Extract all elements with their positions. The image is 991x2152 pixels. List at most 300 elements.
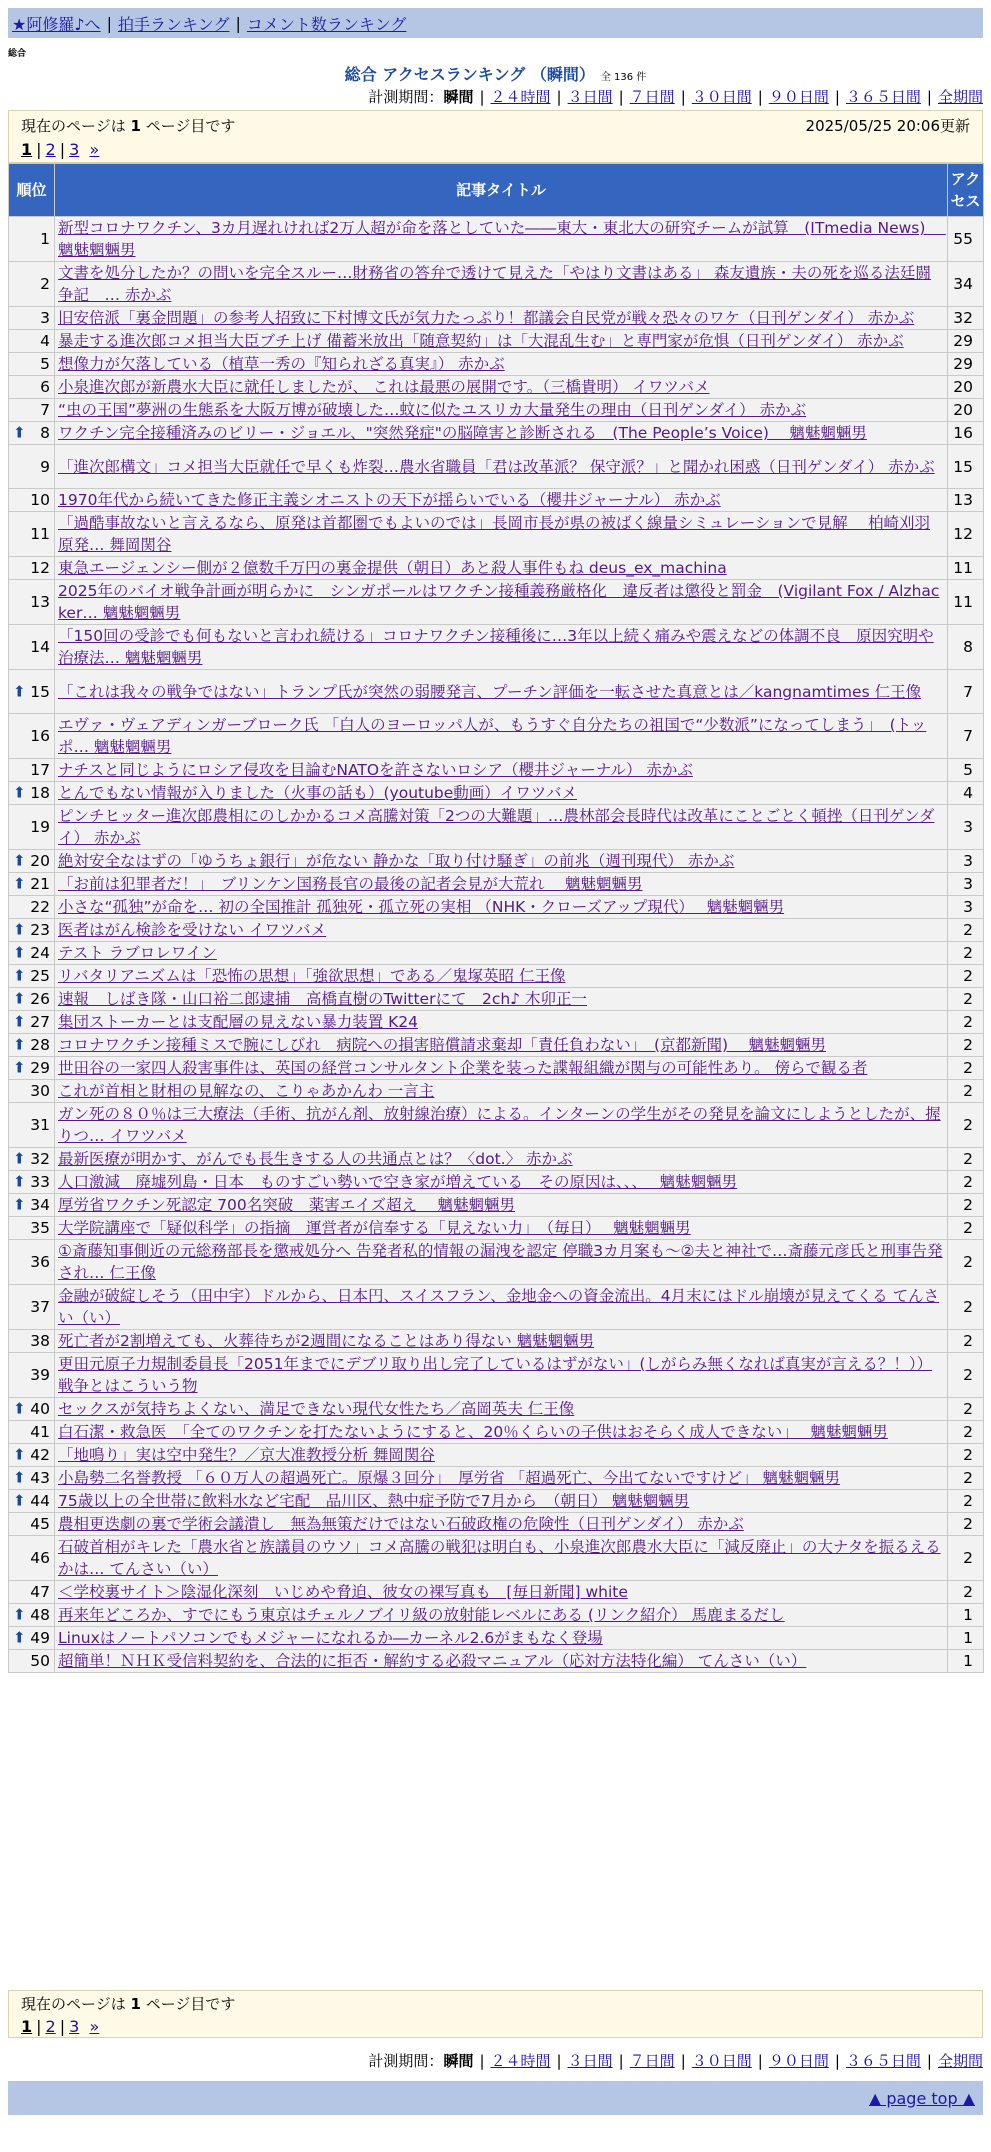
article-link[interactable]: 2025年のバイオ戦争計画が明らかに シンガポールはワクチン接種義務厳格化 違反者は懲役と罰金 (Vigilant Fox / Alzhacker… 魑魅魍魎男 [58, 582, 940, 622]
period-link[interactable]: ３６５日間 [845, 88, 921, 106]
rank-number: 15 [30, 682, 50, 701]
rank-cell [9, 1194, 55, 1217]
table-row [9, 1148, 984, 1171]
bottom-bar [8, 2081, 983, 2115]
rank-number: 9 [40, 457, 50, 476]
access-header: アクセス [948, 164, 984, 217]
article-link[interactable]: 想像力が欠落している（植草一秀の『知られざる真実』） 赤かぶ [58, 355, 505, 373]
rank-cell [9, 376, 55, 399]
title-cell [55, 1240, 948, 1285]
separator: | [479, 2052, 485, 2070]
up-arrow-icon: ⬆ [13, 920, 26, 939]
up-arrow-icon: ⬆ [13, 423, 26, 442]
title-cell [55, 1467, 948, 1490]
rank-number: 20 [30, 852, 50, 870]
table-row [9, 1057, 984, 1080]
access-count: 2 [948, 988, 984, 1011]
table-row [9, 670, 984, 714]
rank-cell [9, 262, 55, 307]
table-row [9, 1240, 984, 1285]
article-link[interactable]: コロナワクチン接種ミスで腕にしびれ 病院への損害賠償請求棄却「責任負わない」 (京都新聞) 魑魅魍魎男 [58, 1036, 826, 1054]
rank-number: 38 [30, 1332, 50, 1350]
separator: | [926, 2052, 932, 2070]
rank-number: 11 [30, 525, 50, 543]
table-row [9, 1034, 984, 1057]
access-count: 2 [948, 942, 984, 965]
rank-cell [9, 217, 55, 262]
article-link[interactable]: 再来年どころか、すでにもう東京はチェルノブイリ級の放射能レベルにある (リンク紹介） 馬鹿まるだし [58, 1606, 785, 1624]
rank-cell [9, 1627, 55, 1650]
page-info-top [8, 110, 983, 163]
page-link[interactable]: 2 [45, 2016, 56, 2036]
rank-cell [9, 942, 55, 965]
article-link[interactable]: ワクチン完全接種済みのビリー・ジョエル、"突然発症"の脳障害と診断される (The People’s Voice) 魑魅魍魎男 [58, 424, 867, 442]
title-cell [55, 1194, 948, 1217]
title-cell [55, 1536, 948, 1581]
table-row [9, 217, 984, 262]
rank-number: 41 [30, 1423, 50, 1441]
article-link[interactable]: 「過酷事故ないと言えるなら、原発は首都圏でもよいのでは」長岡市長が県の被ばく線量シミュレーションで見解 柏崎刈羽原発… 舞岡関谷 [58, 514, 931, 554]
table-row [9, 1536, 984, 1581]
title-cell [55, 1421, 948, 1444]
article-link[interactable]: テスト ラブロレワイン [58, 944, 217, 962]
rank-cell [9, 1080, 55, 1103]
up-arrow-icon: ⬆ [13, 874, 26, 893]
rank-number: 21 [30, 875, 50, 893]
table-row [9, 1581, 984, 1604]
period-link[interactable]: ３日間 [567, 2052, 613, 2070]
title-cell [55, 1353, 948, 1398]
rank-number: 17 [30, 761, 50, 779]
access-count: 2 [948, 1581, 984, 1604]
period-selector-top [368, 86, 983, 107]
table-row [9, 714, 984, 759]
access-count: 32 [948, 307, 984, 330]
article-link[interactable]: 厚労省ワクチン死認定 700名突破 薬害エイズ超え 魑魅魍魎男 [58, 1196, 516, 1214]
page-current: 1 [21, 2016, 33, 2036]
article-link[interactable]: 速報 しばき隊・山口裕二郎逮捕 高橋直樹のTwitterにて 2ch♪ 木卯正一 [58, 990, 587, 1008]
article-link[interactable]: 旧安倍派「裏金問題」の参考人招致に下村博文氏が気力たっぷり！都議会自民党が戦々恐々のワケ（日刊ゲンダイ） 赤かぶ [58, 309, 915, 327]
title-cell [55, 1513, 948, 1536]
article-link[interactable]: とんでもない情報が入りました（火事の話も）(youtube動画）イワツバメ [58, 784, 577, 802]
title-cell [55, 353, 948, 376]
rank-cell [9, 759, 55, 782]
rank-cell [9, 896, 55, 919]
rank-cell [9, 1444, 55, 1467]
rank-number: 4 [40, 332, 50, 350]
rank-number: 39 [30, 1366, 50, 1384]
up-arrow-icon: ⬆ [13, 1058, 26, 1077]
period-link[interactable]: ３日間 [567, 88, 613, 106]
table-row [9, 1353, 984, 1398]
up-arrow-icon: ⬆ [13, 1149, 26, 1168]
rank-number: 31 [30, 1116, 50, 1134]
title-cell [55, 512, 948, 557]
title-header: 記事タイトル [55, 164, 948, 217]
period-link[interactable]: ２４時間 [490, 2052, 551, 2070]
period-link[interactable]: ３０日間 [691, 2052, 752, 2070]
rank-cell [9, 1398, 55, 1421]
article-link[interactable]: ガン死の８０％は三大療法（手術、抗がん剤、放射線治療）による。インターンの学生がその発見を論文にしようとしたが、握りつ… イワツバメ [58, 1105, 941, 1145]
title-cell [55, 1057, 948, 1080]
up-arrow-icon: ⬆ [13, 783, 26, 802]
access-count: 55 [948, 217, 984, 262]
rank-number: 1 [40, 230, 50, 248]
rank-number: 34 [30, 1196, 50, 1214]
rank-number: 7 [40, 401, 50, 419]
article-link[interactable]: 更田元原子力規制委員長「2051年までにデブリ取り出し完了しているはずがない」(しがらみ無くなれば真実が言える？！）） 戦争とはこういう物 [58, 1355, 933, 1395]
rank-number: 22 [30, 898, 50, 916]
separator: | [59, 2016, 66, 2036]
title-cell [55, 1330, 948, 1353]
table-row [9, 1103, 984, 1148]
access-count: 1 [948, 1627, 984, 1650]
title-cell [55, 1604, 948, 1627]
rank-cell [9, 919, 55, 942]
article-link[interactable]: 「お前は犯罪者だ！」 ブリンケン国務長官の最後の記者会見が大荒れ 魑魅魍魎男 [58, 875, 643, 893]
separator: | [680, 2052, 686, 2070]
pagination [21, 137, 970, 161]
separator: | [926, 88, 932, 106]
rank-cell [9, 1536, 55, 1581]
separator: | [556, 2052, 562, 2070]
rank-cell [9, 1057, 55, 1080]
up-arrow-icon: ⬆ [13, 1628, 26, 1647]
access-count: 2 [948, 1171, 984, 1194]
rank-cell [9, 1650, 55, 1673]
rank-cell [9, 988, 55, 1011]
rank-number: 47 [30, 1583, 50, 1601]
rank-number: 29 [30, 1059, 50, 1077]
period-current: 瞬間 [443, 2052, 474, 2070]
title-cell [55, 262, 948, 307]
article-link[interactable]: 人口激減 廃墟列島・日本 ものすごい勢いで空き家が増えている その原因は、、、 魑魅魍魎男 [58, 1173, 738, 1191]
rank-number: 19 [30, 818, 50, 836]
article-link[interactable]: ①斎藤知事側近の元総務部長を懲戒処分へ 告発者私的情報の漏洩を認定 停職3カ月案も～②夫と神社で…斎藤元彦氏と刑事告発され… 仁王像 [58, 1242, 943, 1282]
period-link[interactable]: 全期間 [937, 2052, 983, 2070]
rank-cell [9, 965, 55, 988]
rank-cell [9, 1467, 55, 1490]
access-count: 2 [948, 1513, 984, 1536]
title-cell [55, 330, 948, 353]
table-row [9, 353, 984, 376]
title-cell [55, 489, 948, 512]
table-row [9, 1627, 984, 1650]
rank-number: 43 [30, 1469, 50, 1487]
article-link[interactable]: 東急エージェンシー側が２億数千万円の裏金提供（朝日）あと殺人事件もね deus_ex_machina [58, 559, 727, 577]
up-arrow-icon: ⬆ [13, 1491, 26, 1510]
table-row [9, 1011, 984, 1034]
comment-ranking-link[interactable]: コメント数ランキング [246, 14, 407, 34]
table-row [9, 557, 984, 580]
article-link[interactable]: 「これは我々の戦争ではない」トランプ氏が突然の弱腰発言、プーチン評価を一転させた真意とは／kangnamtimes 仁王像 [58, 682, 922, 701]
table-row [9, 307, 984, 330]
rank-number: 40 [30, 1400, 50, 1418]
article-link[interactable]: 小島勢二名誉教授 「６０万人の超過死亡。原爆３回分」 厚労省 「超過死亡、今出てないですけど」 魑魅魍魎男 [58, 1469, 841, 1487]
title-cell [55, 1490, 948, 1513]
title-cell [55, 1650, 948, 1673]
ranking-title: 総合 アクセスランキング （瞬間） [344, 65, 595, 84]
access-count: 29 [948, 353, 984, 376]
access-count: 11 [948, 557, 984, 580]
table-row [9, 422, 984, 445]
article-link[interactable]: 新型コロナワクチン、3カ月遅れければ2万人超が命を落としていた――東大・東北大の研究チームが試算 (ITmedia News) 魑魅魍魎男 [58, 219, 946, 259]
access-count: 16 [948, 422, 984, 445]
title-cell [55, 307, 948, 330]
access-count: 3 [948, 805, 984, 850]
article-link[interactable]: エヴァ・ヴェアディンガーブローク氏 「白人のヨーロッパ人が、もうすぐ自分たちの祖国で“少数派”になってしまう」 (トッポ… 魑魅魍魎男 [58, 716, 927, 756]
rank-cell [9, 353, 55, 376]
table-row [9, 1444, 984, 1467]
title-cell [55, 625, 948, 670]
separator: | [106, 13, 112, 33]
rank-number: 44 [30, 1492, 50, 1510]
up-arrow-icon: ⬆ [13, 1399, 26, 1418]
title-cell [55, 714, 948, 759]
access-count: 2 [948, 1217, 984, 1240]
rank-number: 18 [30, 784, 50, 802]
period-link[interactable]: ３６５日間 [845, 2052, 921, 2070]
access-count: 2 [948, 1421, 984, 1444]
rank-cell [9, 1217, 55, 1240]
access-count: 2 [948, 1285, 984, 1330]
article-link[interactable]: 「150回の受診でも何もないと言われ続ける」コロナワクチン接種後に…3年以上続く痛みや震えなどの体調不良 原因究明や治療法… 魑魅魍魎男 [58, 627, 934, 667]
rank-cell [9, 1421, 55, 1444]
rank-number: 46 [30, 1549, 50, 1567]
up-arrow-icon: ⬆ [13, 1172, 26, 1191]
table-row [9, 445, 984, 489]
period-link[interactable]: ７日間 [629, 88, 675, 106]
article-link[interactable]: 小さな“孤独”が命を… 初の全国推計 孤独死・孤立死の実相 （NHK・クローズアップ現代） 魑魅魍魎男 [58, 898, 785, 916]
separator: | [618, 2052, 624, 2070]
access-count: 29 [948, 330, 984, 353]
rank-cell [9, 1604, 55, 1627]
table-row [9, 1330, 984, 1353]
rank-cell [9, 805, 55, 850]
separator: | [680, 88, 686, 106]
next-page-link[interactable]: » [89, 139, 100, 159]
article-link[interactable]: ピンチヒッター進次郎農相にのしかかるコメ高騰対策「2つの大難題」…農林部会長時代は改革にことごとく頓挫（日刊ゲンダイ） 赤かぶ [58, 807, 935, 847]
title-cell [55, 965, 948, 988]
title-cell [55, 670, 948, 714]
rank-cell [9, 422, 55, 445]
table-row [9, 1194, 984, 1217]
up-arrow-icon: ⬆ [13, 1605, 26, 1624]
rank-number: 35 [30, 1219, 50, 1237]
access-count: 2 [948, 1057, 984, 1080]
table-row [9, 1171, 984, 1194]
article-link[interactable]: セックスが気持ちよくない、満足できない現代女性たち／高岡英夫 仁王像 [58, 1400, 575, 1418]
table-row [9, 1490, 984, 1513]
title-cell [55, 557, 948, 580]
article-link[interactable]: これが首相と財相の見解なの、こりゃあかんわ 一言主 [58, 1082, 435, 1100]
access-count: 3 [948, 873, 984, 896]
access-count: 2 [948, 919, 984, 942]
table-row [9, 625, 984, 670]
period-link[interactable]: ２４時間 [490, 88, 551, 106]
article-link[interactable]: 金融が破綻しそう（田中宇）ドルから、日本円、スイスフラン、金地金への資金流出。4月末にはドル崩壊が見えてくる てんさい（い） [58, 1287, 940, 1327]
article-link[interactable]: “虫の王国”夢洲の生態系を大阪万博が破壊した…蚊に似たユスリカ大量発生の理由（日刊ゲンダイ） 赤かぶ [58, 401, 807, 419]
separator: | [757, 88, 763, 106]
article-link[interactable]: 絶対安全なはずの「ゆうちょ銀行」が危ない 静かな「取り付け騒ぎ」の前兆（週刊現代） 赤かぶ [58, 852, 735, 870]
article-link[interactable]: 医者はがん検診を受けない イワツバメ [58, 921, 327, 939]
rank-cell [9, 1581, 55, 1604]
rank-number: 16 [30, 727, 50, 745]
article-link[interactable]: 集団ストーカーとは支配層の見えない暴力装置 K24 [58, 1013, 419, 1031]
article-link[interactable]: 世田谷の一家四人殺害事件は、英国の経営コンサルタント企業を装った諜報組織が関与の可能性あり。 傍らで観る者 [58, 1059, 868, 1077]
rank-number: 42 [30, 1446, 50, 1464]
rank-cell [9, 873, 55, 896]
access-count: 4 [948, 782, 984, 805]
period-current: 瞬間 [443, 88, 474, 106]
rank-cell [9, 1011, 55, 1034]
table-row [9, 1080, 984, 1103]
access-count: 1 [948, 1604, 984, 1627]
article-link[interactable]: ナチスと同じようにロシア侵攻を目論むNATOを許さないロシア（櫻井ジャーナル） 赤かぶ [58, 761, 693, 779]
rank-cell [9, 670, 55, 714]
period-link[interactable]: ７日間 [629, 2052, 675, 2070]
separator: | [36, 2016, 42, 2036]
access-count: 13 [948, 489, 984, 512]
title-cell [55, 1581, 948, 1604]
access-count: 20 [948, 376, 984, 399]
rank-number: 25 [30, 967, 50, 985]
period-link[interactable]: ９０日間 [768, 2052, 829, 2070]
table-row [9, 262, 984, 307]
page-current: 1 [21, 139, 33, 159]
access-count: 2 [948, 1444, 984, 1467]
page-top-link[interactable]: ▲ page top ▲ [868, 2088, 975, 2108]
article-link[interactable]: 75歳以上の全世帯に飲料水など宅配 品川区、熱中症予防で7月から （朝日） 魑魅魍魎男 [58, 1492, 690, 1510]
table-row [9, 942, 984, 965]
title-cell [55, 942, 948, 965]
table-row [9, 1217, 984, 1240]
rank-number: 50 [30, 1652, 50, 1670]
page-link[interactable]: 3 [69, 2016, 80, 2036]
rank-cell [9, 850, 55, 873]
rank-number: 13 [30, 593, 50, 611]
article-link[interactable]: 「進次郎構文」コメ担当大臣就任で早くも炸裂…農水省職員「君は改革派？ 保守派？」と聞かれ困惑（日刊ゲンダイ） 赤かぶ [58, 457, 935, 476]
title-cell [55, 217, 948, 262]
access-count: 2 [948, 1490, 984, 1513]
page-link[interactable]: 3 [69, 139, 80, 159]
article-link[interactable]: 「地鳴り」実は空中発生？／京大准教授分析 舞岡関谷 [58, 1446, 435, 1464]
title-cell [55, 1398, 948, 1421]
access-count: 15 [948, 445, 984, 489]
rank-number: 23 [30, 921, 50, 939]
article-link[interactable]: 死亡者が2割増えても、火葬待ちが2週間になることはあり得ない 魑魅魍魎男 [58, 1332, 595, 1350]
article-link[interactable]: ＜学校裏サイト＞陰湿化深刻 いじめや脅迫、彼女の裸写真も [毎日新聞] white [58, 1583, 628, 1601]
title-cell [55, 1103, 948, 1148]
updated-time: 2025/05/25 20:06更新 [805, 116, 970, 135]
separator: | [556, 88, 562, 106]
separator: | [479, 88, 485, 106]
rank-number: 49 [30, 1629, 50, 1647]
period-link[interactable]: 全期間 [937, 88, 983, 106]
table-row [9, 850, 984, 873]
up-arrow-icon: ⬆ [13, 966, 26, 985]
article-link[interactable]: 農相更迭劇の裏で学術会議潰し 無為無策だけではない石破政権の危険性（日刊ゲンダイ） 赤かぶ [58, 1515, 744, 1533]
access-count: 2 [948, 1148, 984, 1171]
article-link[interactable]: 暴走する進次郎コメ担当大臣ブチ上げ 備蓄米放出「随意契約」は「大混乱生む」と専門家が危惧（日刊ゲンダイ） 赤かぶ [58, 332, 904, 350]
table-row [9, 1285, 984, 1330]
table-row [9, 805, 984, 850]
article-link[interactable]: 文書を処分したか？の問いを完全スルー…財務省の答弁で透けて見えた「やはり文書はある」 森友遺族・夫の死を巡る法廷闘争記 … 赤かぶ [58, 264, 931, 304]
period-link[interactable]: ３０日間 [691, 88, 752, 106]
article-link[interactable]: Linuxはノートパソコンでもメジャーになれるか―カーネル2.6がまもなく登場 [58, 1629, 603, 1647]
table-row [9, 1604, 984, 1627]
rank-number: 5 [40, 355, 50, 373]
rank-cell [9, 399, 55, 422]
article-link[interactable]: 最新医療が明かす、がんでも長生きする人の共通点とは？〈dot.〉 赤かぶ [58, 1150, 573, 1168]
clap-ranking-link[interactable]: 拍手ランキング [117, 14, 230, 34]
rank-number: 12 [30, 559, 50, 577]
period-link[interactable]: ９０日間 [768, 88, 829, 106]
rank-number: 37 [30, 1298, 50, 1316]
rank-cell [9, 1513, 55, 1536]
title-cell [55, 1034, 948, 1057]
up-arrow-icon: ⬆ [13, 989, 26, 1008]
title-cell [55, 580, 948, 625]
article-link[interactable]: 白石潔・救急医 「全てのワクチンを打たないようにすると、20％くらいの子供はおそらく成人できない」 魑魅魍魎男 [58, 1423, 888, 1441]
rank-number: 24 [30, 944, 50, 962]
next-page-link[interactable]: » [89, 2016, 100, 2036]
access-count: 2 [948, 965, 984, 988]
up-arrow-icon: ⬆ [13, 1445, 26, 1464]
rank-number: 45 [30, 1515, 50, 1533]
home-link[interactable]: ★阿修羅♪へ [12, 14, 101, 34]
rank-number: 26 [30, 990, 50, 1008]
title-cell [55, 1011, 948, 1034]
rank-number: 2 [40, 275, 50, 293]
rank-number: 30 [30, 1082, 50, 1100]
title-cell [55, 919, 948, 942]
title-cell [55, 782, 948, 805]
page-link[interactable]: 2 [45, 139, 56, 159]
current-page-text: 現在のページは 1 ページ目です [21, 116, 236, 135]
article-link[interactable]: リバタリアニズムは「恐怖の思想」「強欲思想」である／鬼塚英昭 仁王像 [58, 967, 566, 985]
title-cell [55, 399, 948, 422]
rank-cell [9, 782, 55, 805]
article-link[interactable]: 1970年代から続いてきた修正主義シオニストの天下が揺らいでいる（櫻井ジャーナル） 赤かぶ [58, 491, 721, 509]
table-row [9, 399, 984, 422]
rank-number: 10 [30, 491, 50, 509]
ranking-table [8, 163, 984, 1673]
title-cell [55, 422, 948, 445]
access-count: 2 [948, 1536, 984, 1581]
access-count: 34 [948, 262, 984, 307]
ranking-title-row [0, 62, 991, 85]
article-link[interactable]: 大学院講座で「疑似科学」の指摘 運営者が信奉する「見えない力」 （毎日） 魑魅魍魎男 [58, 1219, 691, 1237]
total-count: 全 136 件 [600, 72, 647, 83]
rank-cell [9, 557, 55, 580]
separator: | [757, 2052, 763, 2070]
table-row [9, 782, 984, 805]
rank-cell [9, 1103, 55, 1148]
rank-number: 8 [40, 424, 50, 442]
table-row [9, 376, 984, 399]
rank-cell [9, 625, 55, 670]
article-link[interactable]: 超簡単！ＮＨＫ受信料契約を、合法的に拒否・解約する必殺マニュアル（応対方法特化編） てんさい（い） [58, 1652, 807, 1670]
article-link[interactable]: 石破首相がキレた「農水省と族議員のウソ」コメ高騰の戦犯は明白も、小泉進次郎農水大臣に「減反廃止」の大ナタを振るえるかは… てんさい（い） [58, 1538, 941, 1578]
article-link[interactable]: 小泉進次郎が新農水大臣に就任しましたが、 これは最悪の展開です。（三橋貴明） イワツバメ [58, 378, 710, 396]
table-row [9, 330, 984, 353]
title-cell [55, 1627, 948, 1650]
rank-cell [9, 1353, 55, 1398]
title-cell [55, 1148, 948, 1171]
rank-number: 3 [40, 309, 50, 327]
access-count: 7 [948, 714, 984, 759]
